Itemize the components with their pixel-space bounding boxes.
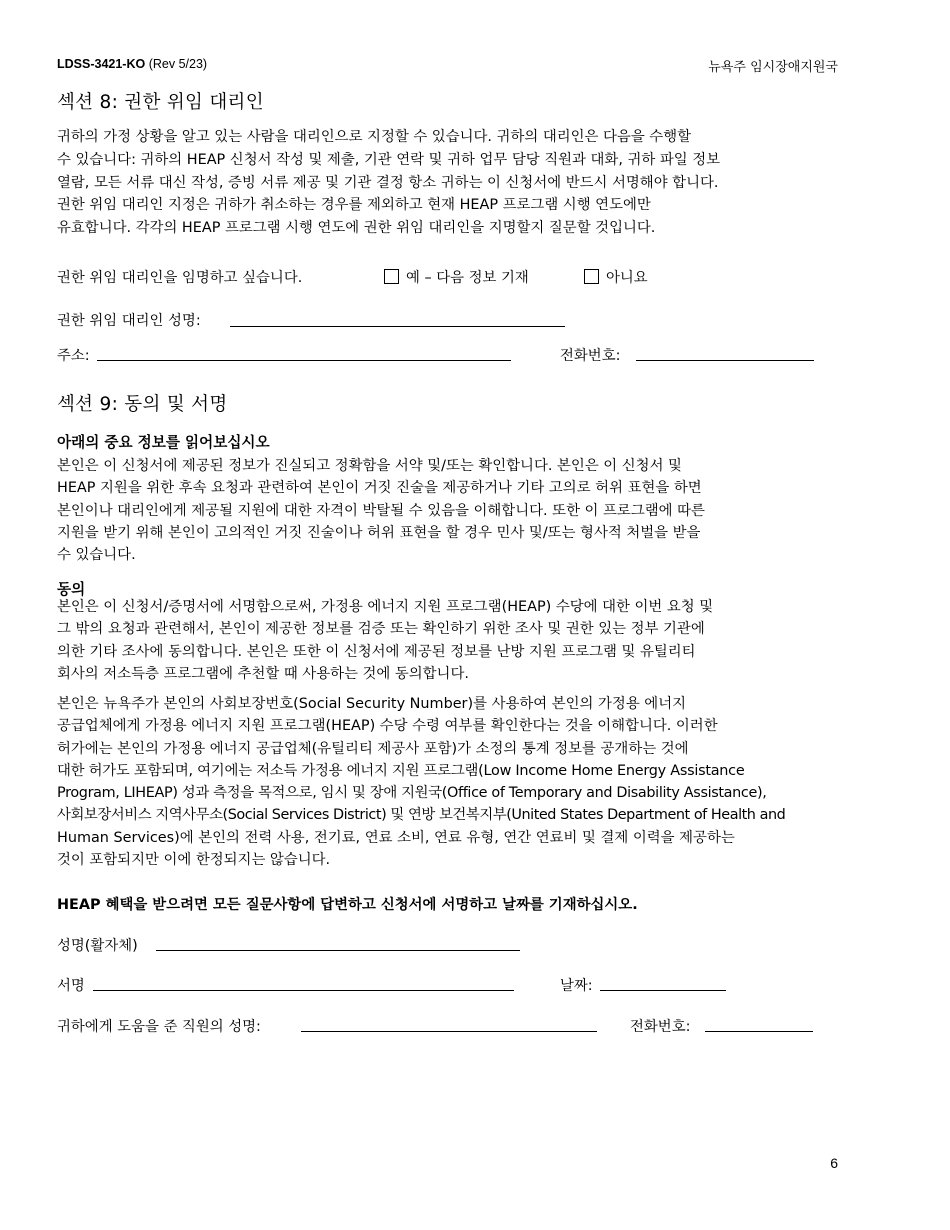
rep-name-label: 권한 위임 대리인 성명: bbox=[57, 313, 201, 329]
yes-option[interactable]: 예 – 다음 정보 기재 bbox=[384, 266, 529, 287]
section-8-paragraph: 귀하의 가정 상황을 알고 있는 사람을 대리인으로 지정할 수 있습니다. 귀하의 대리인은 다음을 수행할 수 있습니다: 귀하의 HEAP 신청서 작성 및 제출, 기관 연락 및 귀하 업무 담당 직원과 대화, 귀하 파일 정보 열람, 모든 서류 대신 작성, 증빙 서류 제공 및 기관 결정 항소 귀하는 이 신청서에 반드시 서명해야 합니다. 권한 위임 대리인 지정은 귀하가 취소하는 경우를 제외하고 현재 HEAP 프로그램 시행 연도에만 유효합니다. 각각의 HEAP 프로그램 시행 연도에 권한 위임 대리인을 지명할지 질문할 것입니다. bbox=[57, 129, 721, 237]
address-field[interactable] bbox=[97, 360, 511, 361]
form-page bbox=[57, 0, 847, 1230]
consent-heading: 동의 bbox=[57, 581, 86, 598]
rep-name-field[interactable] bbox=[230, 326, 565, 327]
page-header bbox=[57, 57, 847, 77]
address-label: 주소: bbox=[57, 348, 90, 364]
rep-phone-label: 전화번호: bbox=[560, 348, 621, 364]
signature-field[interactable] bbox=[93, 990, 514, 991]
staff-name-label: 귀하에게 도움을 준 직원의 성명: bbox=[57, 1019, 261, 1035]
date-field[interactable] bbox=[600, 990, 726, 991]
signature-label: 서명 bbox=[57, 978, 85, 994]
staff-phone-label: 전화번호: bbox=[630, 1019, 691, 1035]
read-heading: 아래의 중요 정보를 읽어보십시오 bbox=[57, 434, 270, 451]
form-id: LDSS-3421-KO (Rev 5/23) bbox=[57, 57, 208, 71]
rep-phone-field[interactable] bbox=[636, 360, 814, 361]
section-9-title: 섹션 9: 동의 및 서명 bbox=[57, 394, 228, 415]
page-number: 6 bbox=[830, 1155, 838, 1171]
staff-phone-field[interactable] bbox=[705, 1031, 813, 1032]
appoint-question: 권한 위임 대리인을 임명하고 싶습니다. bbox=[57, 270, 303, 286]
consent-paragraph: 본인은 이 신청서/증명서에 서명함으로써, 가정용 에너지 지원 프로그램(HEAP) 수당에 대한 이번 요청 및 그 밖의 요청과 관련해서, 본인이 제공한 정보를 검증 또는 확인하기 위한 조사 및 권한 있는 정부 기관에 의한 기타 조사에 동의합니다. 본인은 또한 이 신청서에 제공된 정보를 난방 지원 프로그램 및 유틸리티 회사의 저소득층 프로그램에 추천할 때 사용하는 것에 동의합니다. bbox=[57, 599, 714, 682]
agency-name: 뉴욕주 임시장애지원국 bbox=[708, 60, 838, 75]
no-checkbox[interactable] bbox=[584, 269, 599, 284]
ssn-paragraph: 본인은 뉴욕주가 본인의 사회보장번호(Social Security Number)를 사용하여 본인의 가정용 에너지 공급업체에게 가정용 에너지 지원 프로그램(HEAP) 수당 수령 여부를 확인한다는 것을 이해합니다. 이러한 허가에는 본인의 가정용 에너지 공급업체(유틸리티 제공사 포함)가 소정의 통계 정보를 공개하는 것에 대한 허가도 포함되며, 여기에는 저소득 가정용 에너지 지원 프로그램(Low Income Home Energy Assistance Program, LIHEAP) 성과 측정을 목적으로, 임시 및 장애 지원국(Office of Temporary and Disability Assistance), 사회보장서비스 지역사무소(Social Services District) 및 연방 보건복지부(United States Department of Health and Human Services)에 본인의 전력 사용, 전기료, 연료 소비, 연료 유형, 연간 연료비 및 결제 이력을 제공하는 것이 포함되지만 이에 한정되지는 않습니다. bbox=[57, 696, 786, 869]
no-option[interactable]: 아니요 bbox=[584, 266, 648, 287]
section-8-title: 섹션 8: 권한 위임 대리인 bbox=[57, 92, 264, 113]
date-label: 날짜: bbox=[560, 978, 593, 994]
yes-checkbox[interactable] bbox=[384, 269, 399, 284]
staff-name-field[interactable] bbox=[301, 1031, 597, 1032]
read-paragraph: 본인은 이 신청서에 제공된 정보가 진실되고 정확함을 서약 및/또는 확인합니다. 본인은 이 신청서 및 HEAP 지원을 위한 후속 요청과 관련하여 본인이 거짓 진술을 제공하거나 기타 고의로 허위 표현을 하면 본인이나 대리인에게 제공될 지원에 대한 자격이 박탈될 수 있음을 이해합니다. 또한 이 프로그램에 따른 지원을 받기 위해 본인이 고의적인 거짓 진술이나 허위 표현을 할 경우 민사 및/또는 형사적 처벌을 받을 수 있습니다. bbox=[57, 458, 705, 564]
print-name-field[interactable] bbox=[156, 950, 520, 951]
sign-instruction: HEAP 혜택을 받으려면 모든 질문사항에 답변하고 신청서에 서명하고 날짜를 기재하십시오. bbox=[57, 897, 638, 913]
print-name-label: 성명(활자체) bbox=[57, 938, 138, 954]
